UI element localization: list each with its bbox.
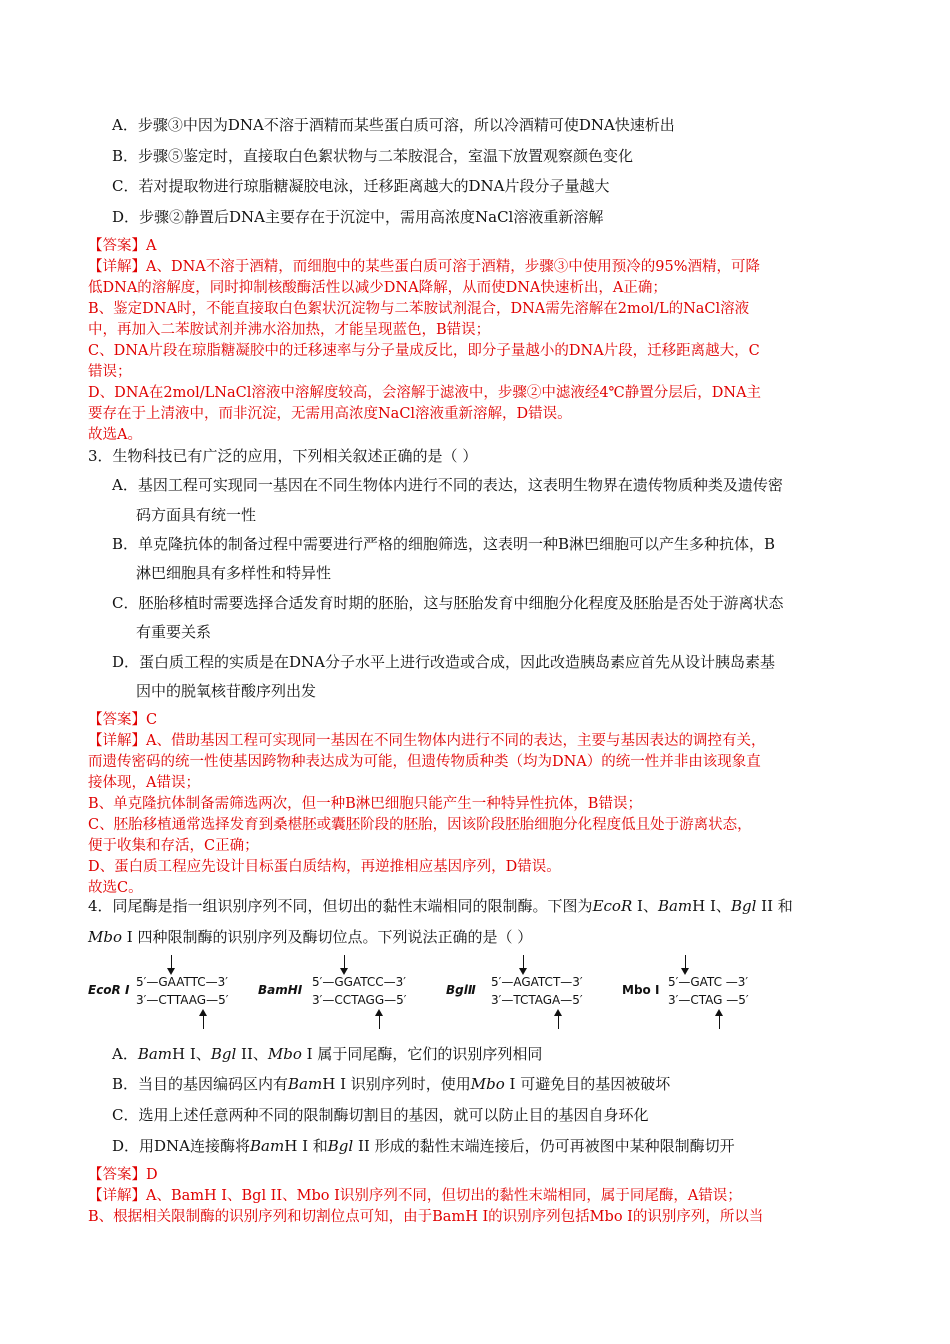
- q2-explanation-line: 故选A。: [88, 427, 142, 443]
- q4-stem-line2: Mbo I 四种限制酶的识别序列及酶切位点。下列说法正确的是（ ）: [88, 928, 533, 946]
- cut-arrow-down-icon: [523, 955, 524, 973]
- q3-answer: 【答案】C: [88, 712, 158, 728]
- q4-option-d: D．用DNA连接酶将BamH I 和Bgl II 形成的黏性末端连接后，仍可再被图中某种限制酶切开: [112, 1137, 735, 1155]
- q3-option-c: C．胚胎移植时需要选择合适发育时期的胚胎，这与胚胎发育中细胞分化程度及胚胎是否处于游离状态: [112, 594, 784, 612]
- q3-stem: 3．生物科技已有广泛的应用，下列相关叙述正确的是（ ）: [88, 447, 478, 465]
- q2-explanation-line: 低DNA的溶解度，同时抑制核酸酶活性以减少DNA降解，从而使DNA快速析出，A正确；: [88, 280, 667, 296]
- q4-explanation-line: B、根据相关限制酶的识别序列和切割位点可知，由于BamH I的识别序列包括Mbo I的识别序列，所以当: [88, 1209, 764, 1225]
- q3-explanation-line: 【详解】A、借助基因工程可实现同一基因在不同生物体内进行不同的表达，主要与基因表达的调控有关，: [88, 733, 766, 749]
- q3-explanation-line: 故选C。: [88, 880, 143, 896]
- q3-explanation-line: B、单克隆抗体制备需筛选两次，但一种B淋巴细胞只能产生一种特异性抗体，B错误；: [88, 796, 642, 812]
- cut-arrow-up-icon: [719, 1011, 720, 1029]
- enzyme-name: EcoR Ⅰ: [88, 983, 130, 997]
- q2-option-c: C．若对提取物进行琼脂糖凝胶电泳，迁移距离越大的DNA片段分子量越大: [112, 177, 610, 195]
- q3-option-b: B．单克隆抗体的制备过程中需要进行严格的细胞筛选，这表明一种B淋巴细胞可以产生多种抗体，B: [112, 535, 776, 553]
- cut-arrow-down-icon: [685, 955, 686, 973]
- enzyme-bamhi: [258, 955, 428, 1035]
- q2-explanation-line: 中，再加入二苯胺试剂并沸水浴加热，才能呈现蓝色，B错误；: [88, 322, 491, 338]
- q3-option-c-cont: 有重要关系: [136, 623, 212, 641]
- q2-explanation-line: 错误；: [88, 364, 132, 380]
- q2-explanation-line: D、DNA在2mol/LNaCl溶液中溶解度较高，会溶解于滤液中，步骤②中滤液经4℃静置分层后，DNA主: [88, 385, 762, 401]
- sequence-top: 5′—GAATTC—3′: [136, 975, 228, 989]
- q2-answer: 【答案】A: [88, 238, 157, 254]
- q3-explanation-line: D、蛋白质工程应先设计目标蛋白质结构，再逆推相应基因序列，D错误。: [88, 859, 561, 875]
- q2-explanation-line: 【详解】A、DNA不溶于酒精，而细胞中的某些蛋白质可溶于酒精，步骤③中使用预冷的95%酒精，可降: [88, 259, 760, 275]
- sequence-bottom: 3′—CTTAAG—5′: [136, 993, 229, 1007]
- q2-explanation-line: B、鉴定DNA时，不能直接取白色絮状沉淀物与二苯胺试剂混合，DNA需先溶解在2mol/L的NaCl溶液: [88, 301, 750, 317]
- sequence-bottom: 3′—CCTAGG—5′: [312, 993, 407, 1007]
- sequence-top: 5′—GATC —3′: [668, 975, 749, 989]
- restriction-enzyme-diagram: [88, 955, 768, 1035]
- sequence-top: 5′—GGATCC—3′: [312, 975, 406, 989]
- q3-explanation-line: 而遗传密码的统一性使基因跨物种表达成为可能，但遗传物质种类（均为DNA）的统一性并非由该现象直: [88, 754, 761, 770]
- enzyme-ecori: [88, 955, 248, 1035]
- q2-option-a: A．步骤③中因为DNA不溶于酒精而某些蛋白质可溶，所以冷酒精可使DNA快速析出: [112, 116, 675, 134]
- q4-stem-line1: 4．同尾酶是指一组识别序列不同，但切出的黏性末端相同的限制酶。下图为EcoR I、BamH I、Bgl II 和: [88, 897, 793, 915]
- q3-option-a-cont: 码方面具有统一性: [136, 506, 257, 524]
- enzyme-name: BamHⅠ: [258, 983, 303, 997]
- q3-option-a: A．基因工程可实现同一基因在不同生物体内进行不同的表达，这表明生物界在遗传物质种类及遗传密: [112, 476, 783, 494]
- q2-option-b: B．步骤⑤鉴定时，直接取白色絮状物与二苯胺混合，室温下放置观察颜色变化: [112, 147, 634, 165]
- cut-arrow-down-icon: [344, 955, 345, 973]
- q3-option-b-cont: 淋巴细胞具有多样性和特异性: [136, 564, 332, 582]
- sequence-top: 5′—AGATCT—3′: [491, 975, 583, 989]
- q3-option-d: D．蛋白质工程的实质是在DNA分子水平上进行改造或合成，因此改造胰岛素应首先从设计胰岛素基: [112, 653, 776, 671]
- q4-explanation-line: 【详解】A、BamH I、Bgl II、Mbo I识别序列不同，但切出的黏性末端相同，属于同尾酶，A错误；: [88, 1188, 742, 1204]
- q3-explanation-line: 接体现，A错误；: [88, 775, 200, 791]
- cut-arrow-down-icon: [171, 955, 172, 973]
- q3-explanation-line: C、胚胎移植通常选择发育到桑椹胚或囊胚阶段的胚胎，因该阶段胚胎细胞分化程度低且处于游离状态，: [88, 817, 752, 833]
- q4-option-b: B．当目的基因编码区内有BamH I 识别序列时，使用Mbo I 可避免目的基因被破坏: [112, 1075, 671, 1093]
- q4-answer: 【答案】D: [88, 1167, 158, 1183]
- enzyme-mboi: [622, 955, 772, 1035]
- q2-explanation-line: 要存在于上清液中，而非沉淀，无需用高浓度NaCl溶液重新溶解，D错误。: [88, 406, 572, 422]
- cut-arrow-up-icon: [379, 1011, 380, 1029]
- q4-option-a: A．BamH I、Bgl II、Mbo I 属于同尾酶，它们的识别序列相同: [112, 1045, 543, 1063]
- q3-explanation-line: 便于收集和存活，C正确；: [88, 838, 259, 854]
- cut-arrow-up-icon: [203, 1011, 204, 1029]
- q2-option-d: D．步骤②静置后DNA主要存在于沉淀中，需用高浓度NaCl溶液重新溶解: [112, 208, 604, 226]
- q3-option-d-cont: 因中的脱氧核苷酸序列出发: [136, 682, 317, 700]
- enzyme-bglii: [446, 955, 616, 1035]
- cut-arrow-up-icon: [558, 1011, 559, 1029]
- sequence-bottom: 3′—CTAG —5′: [668, 993, 749, 1007]
- enzyme-name: BglⅡ: [446, 983, 476, 997]
- sequence-bottom: 3′—TCTAGA—5′: [491, 993, 583, 1007]
- q2-explanation-line: C、DNA片段在琼脂糖凝胶中的迁移速率与分子量成反比，即分子量越小的DNA片段，迁移距离越大，C: [88, 343, 760, 359]
- enzyme-name: Mbo Ⅰ: [622, 983, 660, 997]
- q4-option-c: C．选用上述任意两种不同的限制酶切割目的基因，就可以防止目的基因自身环化: [112, 1106, 649, 1124]
